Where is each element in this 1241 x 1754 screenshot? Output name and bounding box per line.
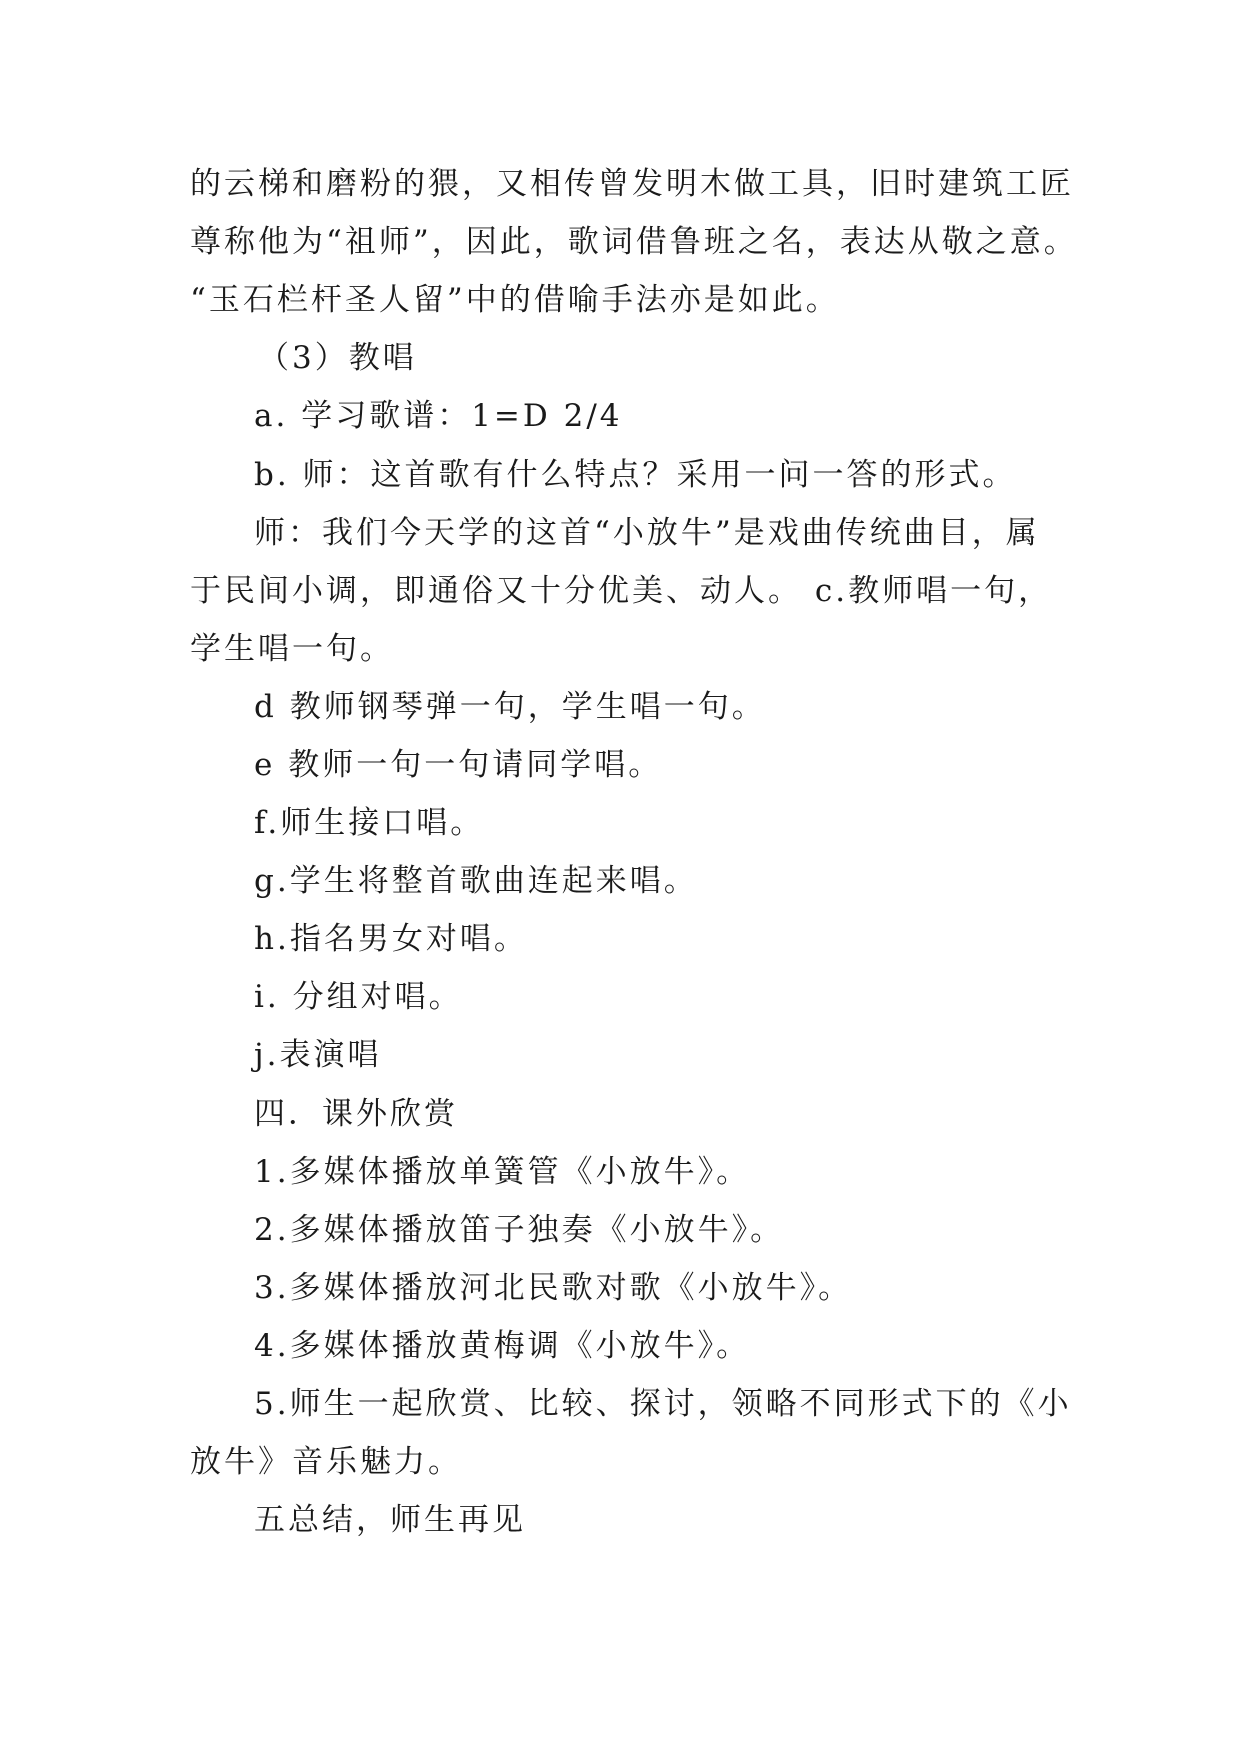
list-item: a. 学习歌谱：1=D 2/4 [254,398,623,434]
list-item: g.学生将整首歌曲连起来唱。 [254,863,698,899]
section-heading: 四．课外欣赏 [254,1096,458,1132]
list-item: j.表演唱 [254,1037,382,1073]
list-item: 3.多媒体播放河北民歌对歌《小放牛》。 [254,1270,853,1306]
list-item: 5.师生一起欣赏、比较、探讨，领略不同形式下的《小 [254,1386,1072,1422]
closing-line: 五总结，师生再见 [254,1502,526,1538]
list-item: b. 师：这首歌有什么特点？采用一问一答的形式。 [254,457,1017,493]
list-item: h.指名男女对唱。 [254,921,528,957]
paragraph-line: 师：我们今天学的这首“小放牛”是戏曲传统曲目，属 [254,515,1040,551]
list-item: f.师生接口唱。 [254,805,485,841]
list-item: 1.多媒体播放单簧管《小放牛》。 [254,1154,751,1190]
list-item: 4.多媒体播放黄梅调《小放牛》。 [254,1328,751,1364]
paragraph-line: 尊称他为“祖师”，因此，歌词借鲁班之名，表达从敬之意。 [190,224,1078,260]
paragraph-line: “玉石栏杆圣人留”中的借喻手法亦是如此。 [190,282,840,318]
list-item: e 教师一句一句请同学唱。 [254,747,663,783]
list-item: 2.多媒体播放笛子独奏《小放牛》。 [254,1212,785,1248]
list-item: i. 分组对唱。 [254,979,463,1015]
list-item: d 教师钢琴弹一句，学生唱一句。 [254,689,766,725]
paragraph-line: 放牛》音乐魅力。 [190,1444,462,1480]
paragraph-line: 学生唱一句。 [190,631,394,667]
paragraph-line: 于民间小调，即通俗又十分优美、动人。 c.教师唱一句， [190,573,1053,609]
section-heading: （3）教唱 [258,340,417,376]
paragraph-line: 的云梯和磨粉的猥，又相传曾发明木做工具，旧时建筑工匠 [190,166,1074,202]
